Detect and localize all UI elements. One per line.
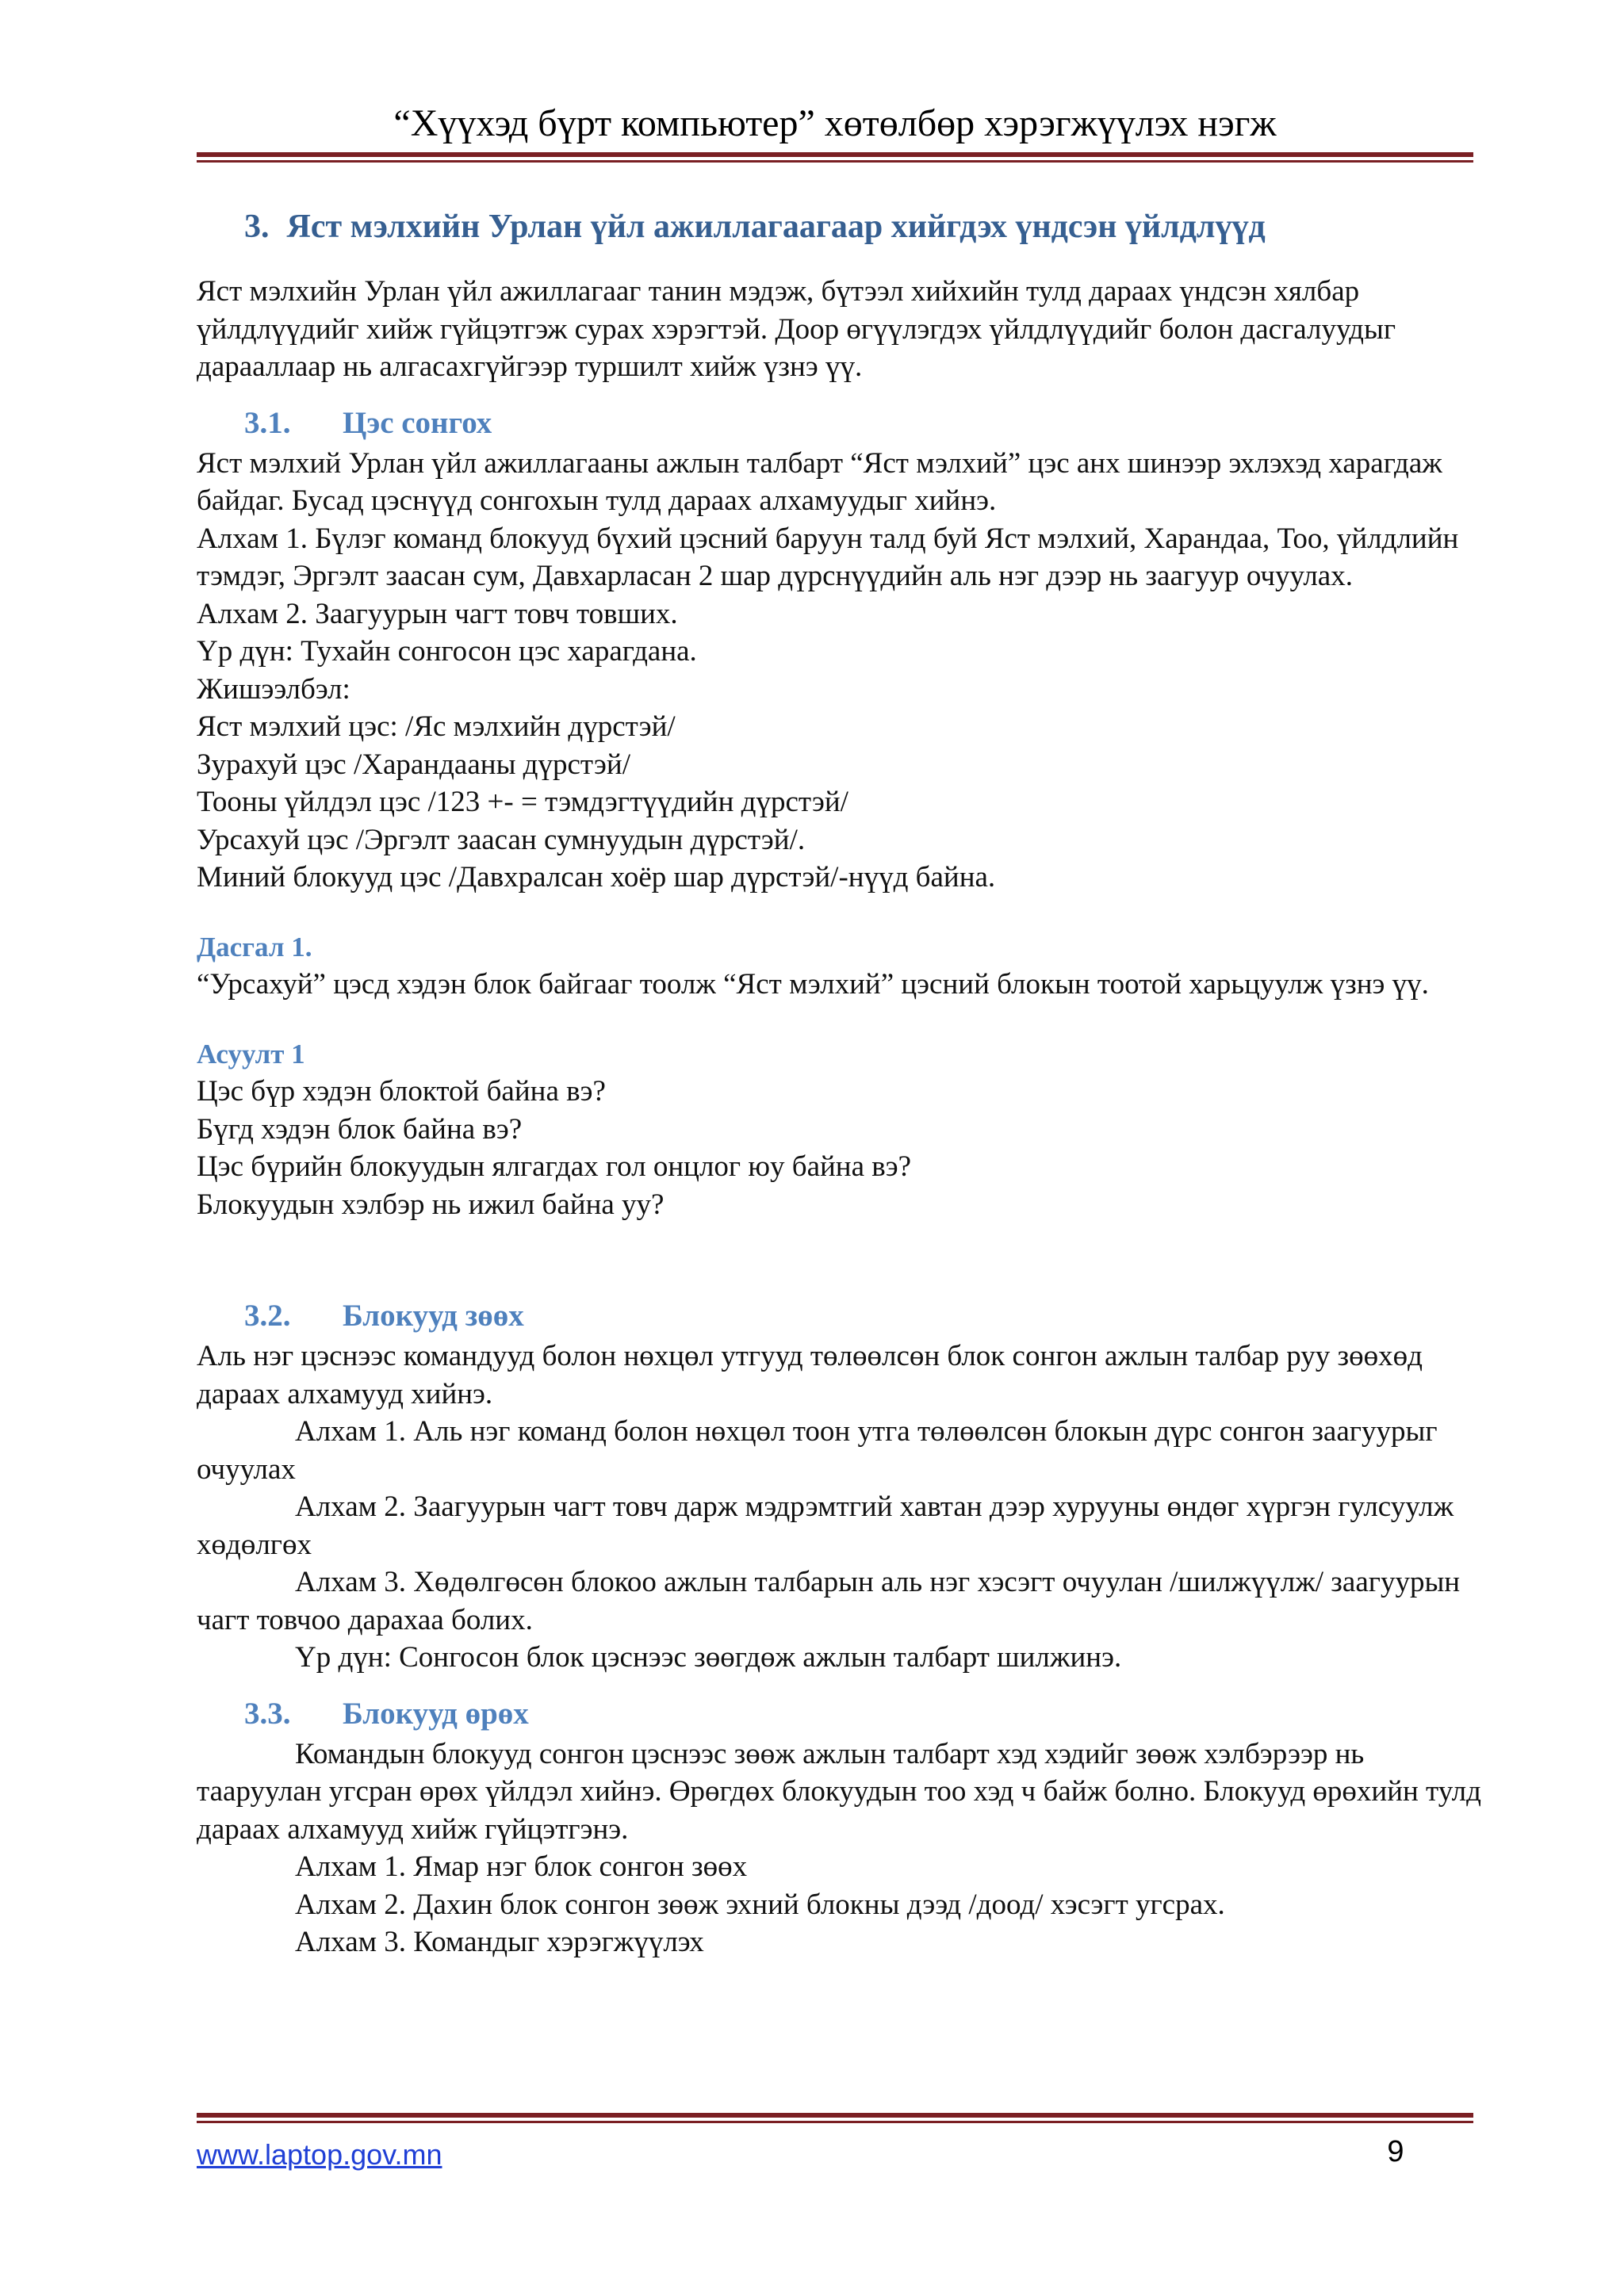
question-1-line-1: Цэс бүр хэдэн блоктой байна вэ? bbox=[197, 1075, 606, 1108]
section-3-2-number: 3.2. bbox=[244, 1299, 291, 1333]
section-3-number: 3. bbox=[244, 209, 270, 245]
section-3-2-step-3: Алхам 3. Хөдөлгөсөн блокоо ажлын талбарын аль нэг хэсэгт очуулан /шилжүүлж/ заагуурын чагт товчоо дарахаа болих. bbox=[197, 1566, 1461, 1636]
question-1-line-3: Цэс бүрийн блокуудын ялгагдах гол онцлог юу байна вэ? bbox=[197, 1150, 912, 1183]
footer-website-link[interactable]: www.laptop.gov.mn bbox=[197, 2138, 442, 2171]
section-3-heading bbox=[244, 203, 1481, 251]
section-3-3-step-3: Алхам 3. Командыг хэрэгжүүлэх bbox=[295, 1926, 704, 1958]
header-title: “Хүүхэд бүрт компьютер” хөтөлбөр хэрэгжүүлэх нэгж bbox=[393, 102, 1277, 144]
section-3-intro: Яст мэлхийн Урлан үйл ажиллагааг танин мэдэж, бүтээл хийхийн тулд дараах үндсэн хялбар үйлдлүүдийг хийж гүйцэтгэж сурах хэрэгтэй. Доор өгүүлэгдэх үйлдлүүдийг болон дасгалуудыг дарааллаар нь алгасахгүйгээр туршилт хийж үзнэ үү. bbox=[197, 275, 1396, 383]
section-3-1-example-2: Зурахуй цэс /Харандааны дүрстэй/ bbox=[197, 748, 630, 781]
section-3-1-result: Үр дүн: Тухайн сонгосон цэс харагдана. bbox=[197, 635, 697, 668]
section-3-2-result: Үр дүн: Сонгосон блок цэснээс зөөгдөж ажлын талбарт шилжинэ. bbox=[295, 1641, 1122, 1674]
section-3-3-title: Блокууд өрөх bbox=[343, 1696, 529, 1731]
footer-rule bbox=[197, 2113, 1473, 2123]
page-number: 9 bbox=[1387, 2135, 1404, 2168]
question-1-heading: Асуулт 1 bbox=[197, 1038, 305, 1070]
section-3-1-example-3: Тооны үйлдэл цэс /123 +- = тэмдэгтүүдийн дүрстэй/ bbox=[197, 786, 848, 818]
question-1-line-2: Бүгд хэдэн блок байна вэ? bbox=[197, 1112, 523, 1146]
section-3-2-step-2: Алхам 2. Заагуурын чагт товч дарж мэдрэмтгий хавтан дээр хурууны өндөг хүргэн гулсуулж хөдөлгөх bbox=[197, 1490, 1454, 1561]
section-3-1-title: Цэс сонгох bbox=[343, 405, 492, 440]
section-3-1-example-5: Миний блокууд цэс /Давхралсан хоёр шар дүрстэй/-нүүд байна. bbox=[197, 861, 996, 894]
exercise-1-heading: Дасгал 1. bbox=[197, 931, 312, 962]
section-3-2-intro: Аль нэг цэснээс командууд болон нөхцөл утгууд төлөөлсөн блок сонгон ажлын талбар руу зөөхөд дараах алхамууд хийнэ. bbox=[197, 1340, 1423, 1410]
question-1-line-4: Блокуудын хэлбэр нь ижил байна уу? bbox=[197, 1188, 665, 1221]
section-3-1-step-2: Алхам 2. Заагуурын чагт товч товших. bbox=[197, 597, 678, 630]
section-3-1-example-label: Жишээлбэл: bbox=[197, 672, 350, 706]
section-3-3-step-2: Алхам 2. Дахин блок сонгон зөөж эхний блокны дээд /доод/ хэсэгт угсрах. bbox=[295, 1888, 1225, 1921]
section-3-2-heading bbox=[244, 1295, 1481, 1337]
section-3-3-heading bbox=[244, 1693, 1481, 1735]
section-3-2-step-1: Алхам 1. Аль нэг команд болон нөхцөл тоон утга төлөөлсөн блокын дүрс сонгон заагуурыг очуулах bbox=[197, 1415, 1438, 1486]
header-rule bbox=[197, 152, 1473, 163]
section-3-3-number: 3.3. bbox=[244, 1696, 291, 1731]
header-rule-thick bbox=[197, 152, 1473, 157]
section-3-3-step-1: Алхам 1. Ямар нэг блок сонгон зөөх bbox=[295, 1850, 748, 1883]
section-3-1-example-4: Урсахуй цэс /Эргэлт заасан сумнуудын дүрстэй/. bbox=[197, 823, 806, 856]
section-3-title: Яст мэлхийн Урлан үйл ажиллагаагаар хийгдэх үндсэн үйлдлүүд bbox=[286, 209, 1266, 245]
section-3-2-title: Блокууд зөөх bbox=[343, 1299, 524, 1333]
footer-rule-thin bbox=[197, 2121, 1473, 2123]
section-3-1-heading bbox=[244, 402, 1481, 445]
section-3-3-intro: Командын блокууд сонгон цэснээс зөөж ажлын талбарт хэд хэдийг зөөж хэлбэрээр нь тааруулан угсран өрөх үйлдэл хийнэ. Өрөгдөх блокуудын тоо хэд ч байж болно. Блокууд өрөхийн тулд дараах алхамууд хийж гүйцэтгэнэ. bbox=[197, 1737, 1481, 1846]
section-3-1-paragraph: Яст мэлхий Урлан үйл ажиллагааны ажлын талбарт “Яст мэлхий” цэс анх шинээр эхлэхэд харагдаж байдаг. Бусад цэснүүд сонгохын тулд дараах алхамуудыг хийнэ. bbox=[197, 446, 1442, 517]
footer-rule-thick bbox=[197, 2113, 1473, 2118]
document-body bbox=[197, 203, 1481, 1961]
section-3-1-example-1: Яст мэлхий цэс: /Яс мэлхийн дүрстэй/ bbox=[197, 710, 676, 743]
header-rule-thin bbox=[197, 160, 1473, 163]
section-3-1-number: 3.1. bbox=[244, 405, 291, 440]
exercise-1-text: “Урсахуй” цэсд хэдэн блок байгааг тоолж “Яст мэлхий” цэсний блокын тоотой харьцуулж үзнэ үү. bbox=[197, 968, 1429, 1001]
section-3-1-step-1: Алхам 1. Бүлэг команд блокууд бүхий цэсний баруун талд буй Яст мэлхий, Харандаа, Тоо, үйлдлийн тэмдэг, Эргэлт заасан сум, Давхарласан 2 шар дүрснүүдийн аль нэг дээр нь заагуур очуулах. bbox=[197, 522, 1459, 592]
